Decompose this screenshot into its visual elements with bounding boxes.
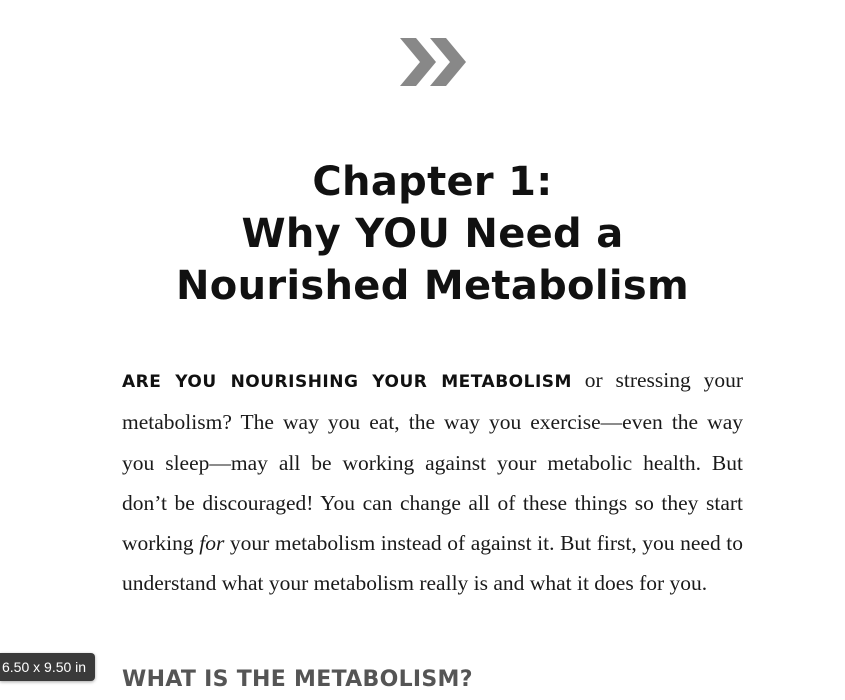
paragraph-text-part-1: or stressing your metabolism? The way you eat, the way you exercise—even the way you sleep—may all be working against your metabolic health. But don’t be discouraged! You can change all of these things so they start working	[122, 368, 743, 556]
double-chevron-right-icon	[398, 36, 468, 88]
paragraph-text-part-2: your metabolism instead of against it. But first, you need to understand what your metabolism really is and what it does for you.	[122, 531, 743, 596]
chapter-title	[0, 156, 845, 312]
intro-paragraph	[122, 360, 743, 604]
chapter-number: Chapter 1:	[312, 159, 553, 205]
chapter-title-line-2: Nourished Metabolism	[176, 263, 689, 309]
chapter-title-line-1: Why YOU Need a	[241, 211, 624, 257]
emphasis-text: for	[199, 531, 225, 556]
section-heading: WHAT IS THE METABOLISM?	[122, 667, 473, 692]
lead-in-text: ARE YOU NOURISHING YOUR METABOLISM	[122, 372, 572, 392]
page-size-badge: 6.50 x 9.50 in	[0, 653, 95, 681]
